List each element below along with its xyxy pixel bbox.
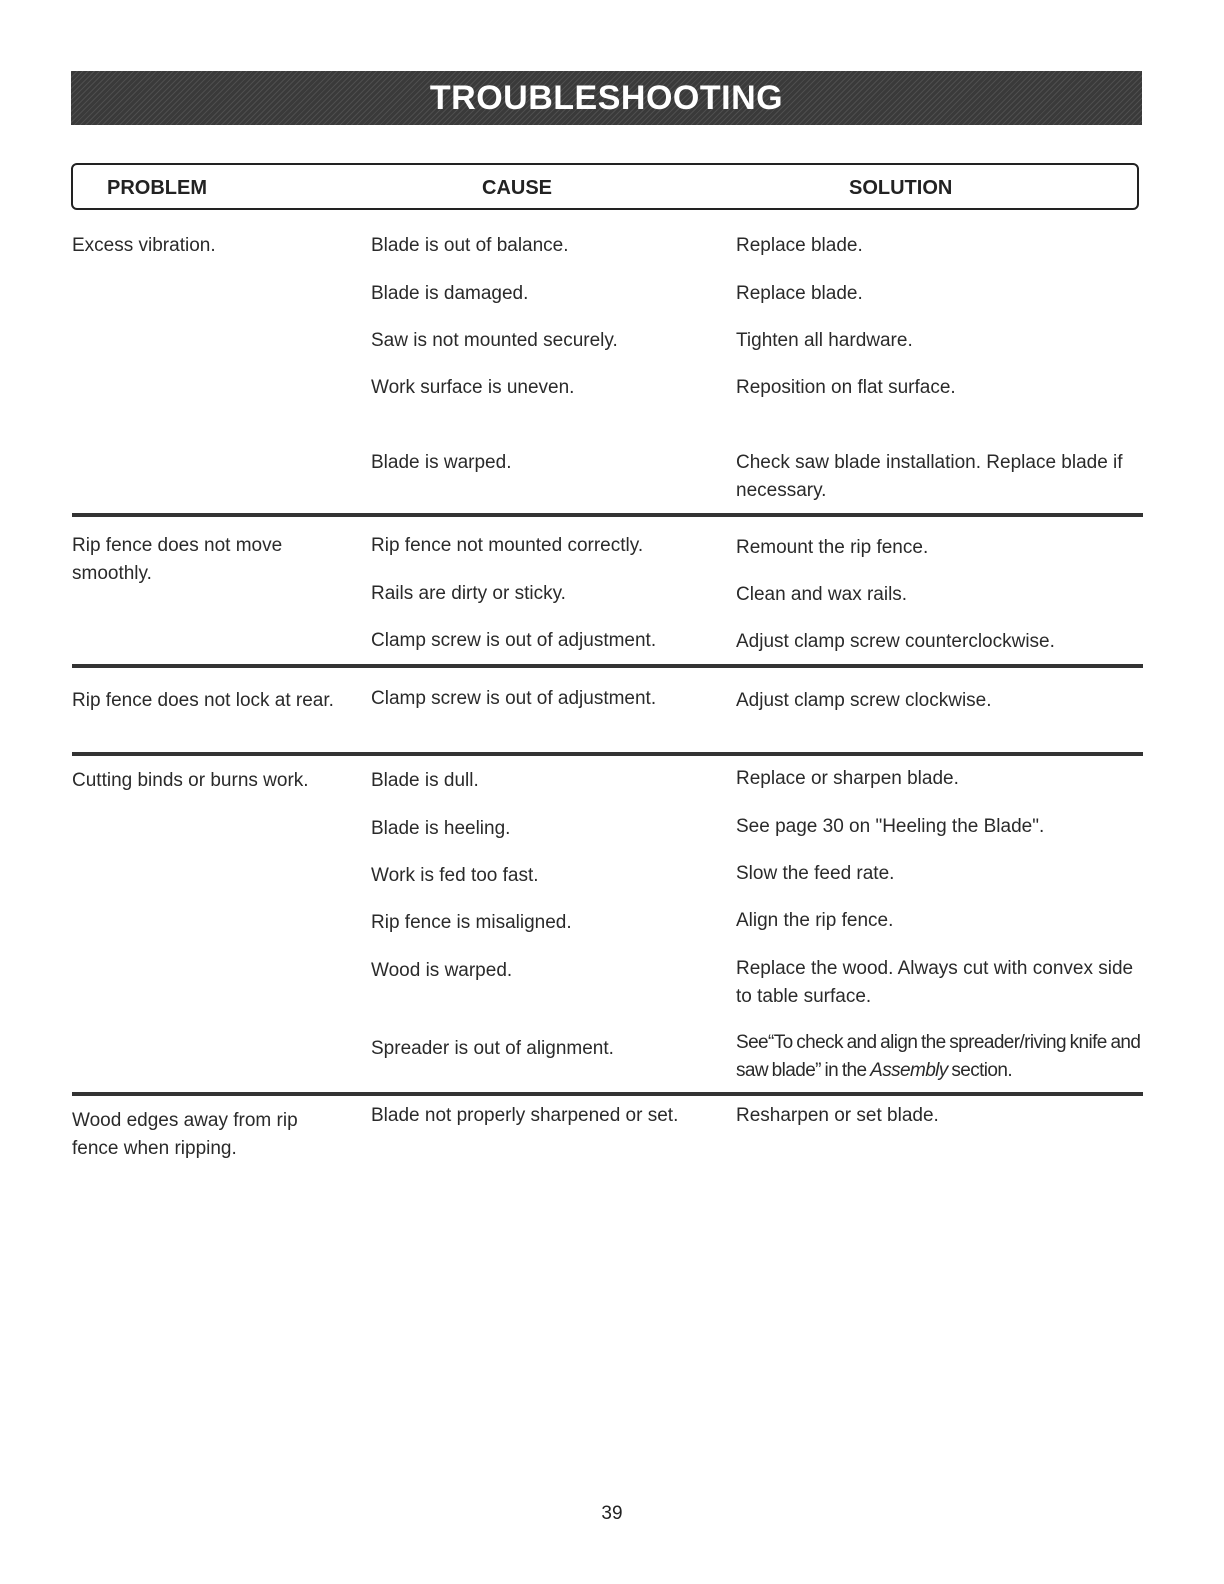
cause-cell: Rip fence not mounted correctly. bbox=[371, 535, 644, 556]
solution-cell: Adjust clamp screw counterclockwise. bbox=[736, 631, 1055, 652]
solution-cell: Adjust clamp screw clockwise. bbox=[736, 690, 992, 711]
cause-cell: Clamp screw is out of adjustment. bbox=[371, 630, 657, 651]
column-header-solution: SOLUTION bbox=[849, 177, 953, 199]
row-divider bbox=[72, 752, 1143, 756]
solution-text: See“To check and align the spreader/riving knife and saw blade” in the bbox=[736, 1032, 1141, 1081]
row-divider bbox=[72, 1092, 1143, 1096]
page-number: 39 bbox=[601, 1503, 623, 1524]
solution-cell: Replace blade. bbox=[736, 235, 863, 256]
solution-cell: Replace blade. bbox=[736, 283, 863, 304]
table-header bbox=[71, 163, 1139, 210]
solution-emphasis: Assembly bbox=[870, 1060, 948, 1081]
cause-cell: Clamp screw is out of adjustment. bbox=[371, 688, 657, 709]
cause-cell: Blade is out of balance. bbox=[371, 235, 569, 256]
solution-cell: See page 30 on "Heeling the Blade". bbox=[736, 816, 1045, 837]
cause-cell: Blade is warped. bbox=[371, 452, 512, 473]
cause-cell: Rails are dirty or sticky. bbox=[371, 583, 566, 604]
title-banner bbox=[71, 71, 1142, 125]
cause-cell: Saw is not mounted securely. bbox=[371, 330, 618, 351]
cause-cell: Rip fence is misaligned. bbox=[371, 912, 572, 933]
solution-text: section. bbox=[947, 1060, 1013, 1081]
solution-cell: Check saw blade installation. Replace blade if necessary. bbox=[736, 452, 1123, 501]
solution-cell: Resharpen or set blade. bbox=[736, 1105, 939, 1126]
solution-cell: Reposition on flat surface. bbox=[736, 377, 956, 398]
cause-cell: Blade is dull. bbox=[371, 770, 479, 791]
page-title: TROUBLESHOOTING bbox=[429, 78, 784, 117]
problem-cell: Rip fence does not move smoothly. bbox=[72, 535, 283, 584]
row-divider bbox=[72, 664, 1143, 668]
cause-cell: Wood is warped. bbox=[371, 960, 513, 981]
row-divider bbox=[72, 513, 1143, 517]
problem-cell: Wood edges away from rip fence when ripping. bbox=[72, 1110, 298, 1159]
cause-cell: Work surface is uneven. bbox=[371, 377, 575, 398]
solution-cell: Replace the wood. Always cut with convex side to table surface. bbox=[736, 958, 1134, 1007]
column-header-cause: CAUSE bbox=[482, 177, 553, 199]
column-header-problem: PROBLEM bbox=[107, 177, 207, 199]
solution-cell: Align the rip fence. bbox=[736, 910, 894, 931]
problem-cell: Rip fence does not lock at rear. bbox=[72, 690, 334, 711]
solution-cell bbox=[736, 1029, 1148, 1085]
solution-cell: Remount the rip fence. bbox=[736, 537, 929, 558]
cause-cell: Blade not properly sharpened or set. bbox=[371, 1105, 679, 1126]
problem-cell: Cutting binds or burns work. bbox=[72, 770, 309, 791]
cause-cell: Spreader is out of alignment. bbox=[371, 1038, 614, 1059]
cause-cell: Blade is damaged. bbox=[371, 283, 529, 304]
solution-cell: Replace or sharpen blade. bbox=[736, 768, 959, 789]
cause-cell: Work is fed too fast. bbox=[371, 865, 539, 886]
solution-cell: Tighten all hardware. bbox=[736, 330, 913, 351]
solution-cell: Slow the feed rate. bbox=[736, 863, 895, 884]
problem-cell: Excess vibration. bbox=[72, 235, 216, 256]
solution-cell: Clean and wax rails. bbox=[736, 584, 908, 605]
cause-cell: Blade is heeling. bbox=[371, 818, 511, 839]
